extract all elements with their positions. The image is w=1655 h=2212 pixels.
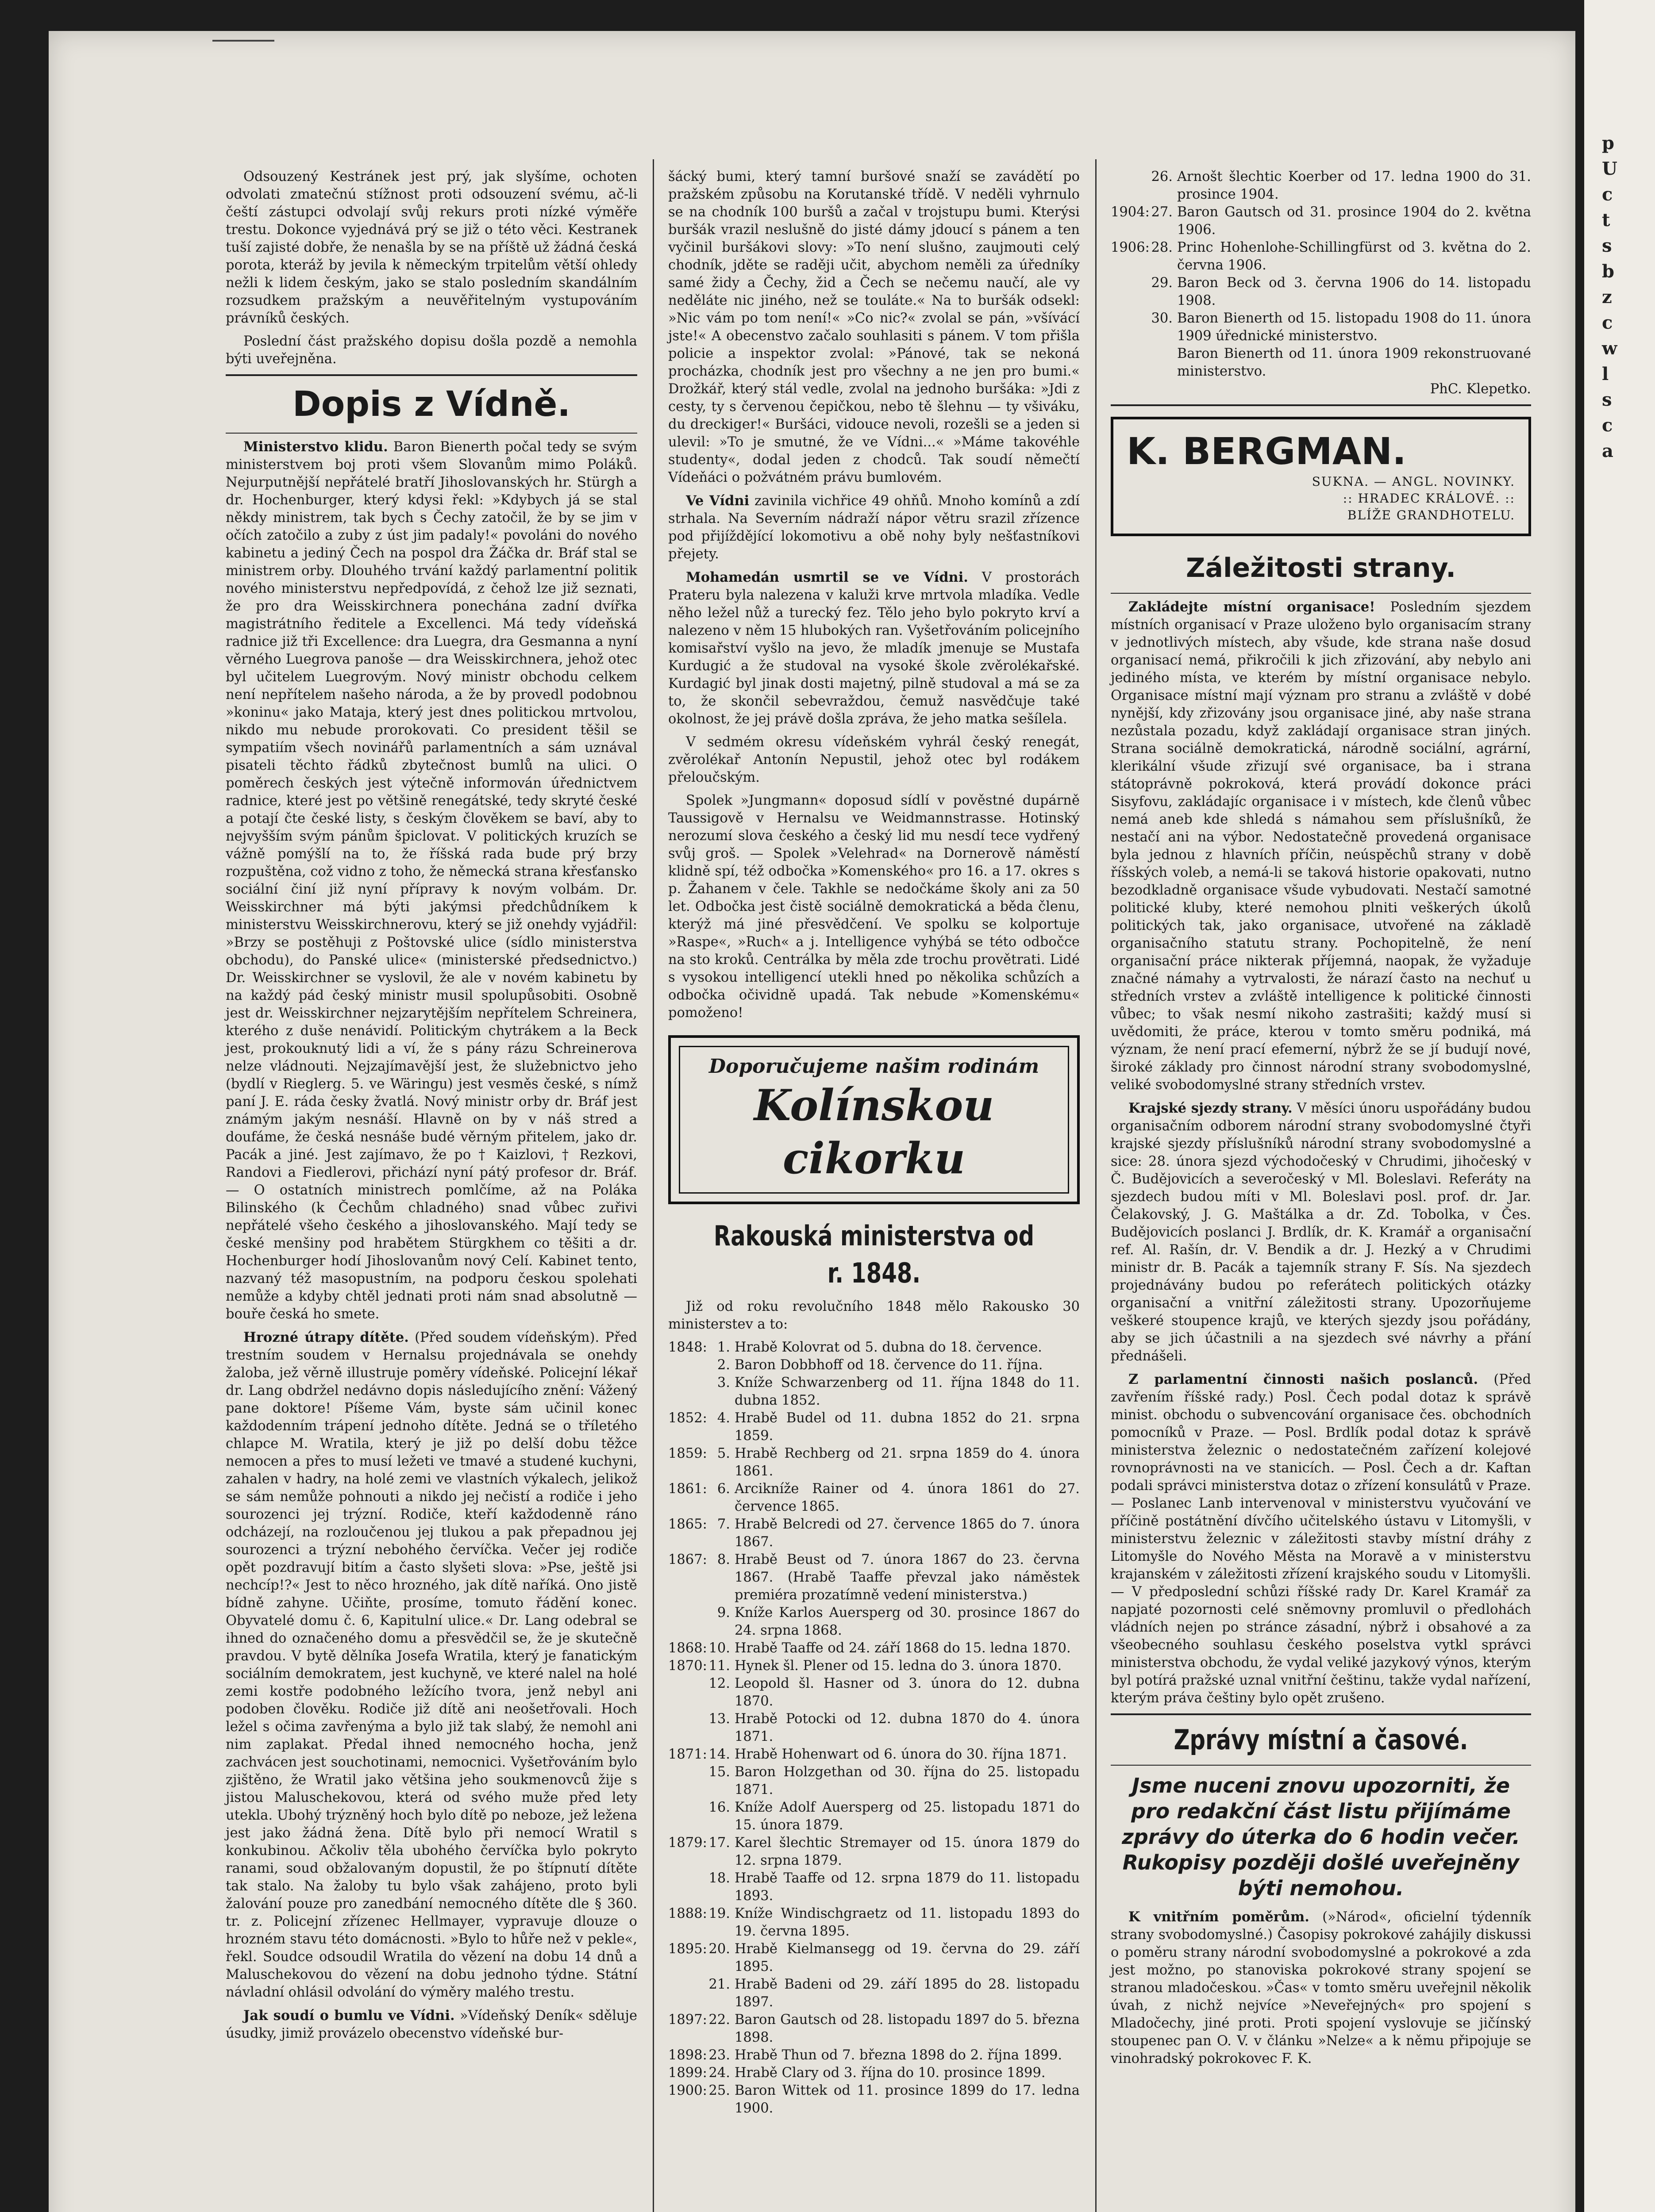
divider [1111,1765,1531,1766]
article-body: »Vídeňský Deník« sděluje úsudky, jimiž provázelo obecenstvo vídeňské bur- [226,2008,638,2041]
article-internal [1111,1908,1531,2068]
ministries-intro: Již od roku revolučního 1848 mělo Rakousko 30 ministerstev a to: [668,1299,1080,1332]
edge-letter: c [1602,415,1613,436]
ministry-entry [668,2011,1080,2047]
column-right [1111,168,1531,2073]
article-lead: Z parlamentní činnosti našich poslanců. [1128,1371,1478,1387]
ministry-text: Princ Hohenlohe-Schillingfürst od 3. května do 2. června 1906. [1177,240,1531,273]
ministry-number: 17. [708,1835,730,1851]
ministry-entry [668,1746,1080,1763]
corner-mark [212,40,274,64]
ministry-entry [668,1657,1080,1675]
ministry-entry [668,2064,1080,2082]
article-lead: Zakládejte místní organisace! [1128,599,1375,615]
ministry-year: 1879: [668,1835,707,1851]
article-lead: Krajské sjezdy strany. [1128,1100,1293,1116]
ministry-text: Kníže Adolf Auersperg od 25. listopadu 1871 do 15. února 1879. [735,1800,1080,1833]
ministry-number: 23. [708,2047,730,2063]
article-body: (»Národ«, oficielní týdenník strany svobodomyslné.) Časopisy pokrokové zahájily diskussi o poměru strany národní svobodomyslné a pokrokové a zda jest možno, po stanoviska pokrokové strany spojení se stranou mladočeskou. »Čas« v tomto směru uveřejnil několik úvah, z nichž nejvíce »Neveřejných« pro spojení s Mladočechy, jiné proti. Proti spojení vyslovuje se jičínský stoupenec pan O. V. v článku »Nelze« a k němu připojuje se vinohradský pokrokovec F. K. [1111,1909,1531,2066]
ministry-entry [668,1640,1080,1657]
ministry-entry [668,1604,1080,1640]
ministry-number: 28. [1151,240,1173,255]
ministry-text: Baron Dobbhoff od 18. července do 11. října. [735,1357,1043,1373]
ministry-text: Arcikníže Rainer od 4. února 1861 do 27. července 1865. [735,1481,1080,1514]
ad-bergman-line: :: HRADEC KRÁLOVÉ. :: [1343,491,1515,506]
ministry-year: 1899: [668,2065,707,2081]
ministry-year: 1861: [668,1481,707,1497]
heading-party-affairs: Záležitosti strany. [1185,553,1456,584]
ministry-entry [668,1799,1080,1834]
ministry-year: 1848: [668,1340,707,1355]
ministry-number: 21. [708,1977,730,1992]
ministry-number: 27. [1151,204,1173,220]
ministry-year: 1868: [668,1640,707,1656]
ministry-text: Hrabě Beust od 7. února 1867 do 23. června 1867. (Hrabě Taaffe převzal jako náměstek premiéra prozatímně vedení ministerstva.) [735,1552,1080,1603]
ministry-year [668,1976,708,2011]
article-congresses [1111,1099,1531,1365]
ministry-text: Karel šlechtic Stremayer od 15. února 1879 do 12. srpna 1879. [735,1835,1080,1868]
ministry-entry [1111,239,1531,274]
ministry-year: 1900: [668,2083,707,2098]
heading-local-news: Zprávy místní a časové. [1174,1724,1468,1756]
ministry-text: Hrabě Budel od 11. dubna 1852 do 21. srpna 1859. [735,1410,1080,1444]
ministry-year [668,1710,708,1746]
ministry-text: Hrabě Badeni od 29. září 1895 do 28. listopadu 1897. [735,1977,1080,2010]
ministry-entry [668,1551,1080,1604]
ministry-entry [668,1356,1080,1374]
article-renegat: V sedmém okresu vídeňském vyhrál český renegát, zvěrolékař Antonín Nepustil, jehož otec byl rodákem přeloučským. [668,734,1080,785]
edge-letter: U [1602,158,1617,179]
divider [1111,1713,1531,1715]
ministry-number: 15. [708,1764,730,1780]
article-lead: K vnitřním poměrům. [1128,1909,1309,1925]
advertisement-bergman [1111,417,1531,536]
ministry-entry [1111,345,1531,380]
article-jungmann: Spolek »Jungmann« doposud sídlí v pověstné dupárně Taussigově v Hernalsu ve Weidmannstrasse. Hotinský nerozumí slova českého a český lid mu nesdí tece vydřený svůj groš. — Spolek »Velehrad« na Dornerově náměstí klidně spí, též odbočka »Komenského« pro 16. a 17. okres s p. Žahanem v čele. Takhle se nedočkáme školy ani za 50 let. Odbočka jest čistě sociálně demokratická a běda členu, kterýž má jiné přesvědčení. Ve spolku se kolportuje »Raspe«, »Ruch« a j. Intelligence vyhýbá se této odbočce na sto kroků. Centrálka by měla zde trochu provětrati. Lidé s vysokou intelligencí utekli hned po několika schůzích a odbočka očividně upadá. Tak nebude »Komenskému« pomoženo! [668,793,1080,1021]
divider [226,433,637,434]
article-bumel [226,2007,637,2043]
ministry-entry [668,2047,1080,2064]
edge-letter: b [1602,261,1614,282]
ad-product: Kolínskou cikorku [754,1080,994,1183]
article-ministry [226,438,637,1323]
ministry-number: 25. [708,2083,730,2098]
ministry-text: Baron Holzgethan od 30. října do 25. listopadu 1871. [735,1764,1080,1797]
ministry-entry [668,1976,1080,2011]
editorial-notice: Jsme nuceni znovu upozorniti, že pro redakční část listu přijímáme zprávy do úterka do 6 hodin večer. Rukopisy později došlé uveřejněny býti nemohou. [1122,1774,1520,1900]
article-storm [668,492,1080,563]
ministry-text: Hrabě Belcredi od 27. července 1865 do 7. února 1867. [735,1517,1080,1550]
ministry-text: Baron Wittek od 11. prosince 1899 do 17. ledna 1900. [735,2083,1080,2116]
ministry-number: 29. [1151,275,1173,291]
ministry-number: 19. [708,1906,730,1921]
ministry-number: 16. [708,1800,730,1815]
ministries-list [668,1339,1080,2117]
ministry-entry [668,1445,1080,1480]
edge-letter: c [1602,184,1613,205]
ministry-text: Hrabě Kielmansegg od 19. června do 29. září 1895. [735,1941,1080,1974]
ministry-text: Baron Bienerth od 15. listopadu 1908 do 11. února 1909 úřednické ministerstvo. [1177,311,1531,344]
divider [1111,593,1531,594]
column-left [226,168,637,2048]
ministry-number: 4. [717,1410,730,1426]
edge-letter: c [1602,312,1613,333]
article-organisations [1111,598,1531,1094]
edge-letter: a [1602,441,1613,461]
ministry-number: 6. [717,1481,730,1497]
heading-letter-from-vienna: Dopis z Vídně. [292,384,571,424]
edge-letter: w [1602,338,1617,359]
ministry-year: 1870: [668,1658,707,1674]
ministry-number: 14. [708,1747,730,1762]
article-child [226,1329,637,2001]
edge-letter: l [1602,364,1609,384]
ministry-entry [668,1940,1080,1976]
ministry-text: Leopold šl. Hasner od 3. února do 12. dubna 1870. [735,1676,1080,1709]
ministry-number: 3. [717,1375,730,1390]
ministry-year: 1898: [668,2047,707,2063]
ministry-entry [1111,274,1531,310]
ministry-year: 1888: [668,1906,707,1921]
ministry-number: 20. [708,1941,730,1957]
article-mohamedan [668,568,1080,728]
edge-letter: z [1602,287,1612,307]
ministry-entry [668,1374,1080,1409]
column-rule-1 [653,159,654,2212]
article-parliament [1111,1371,1531,1707]
ministries-list-continued [1111,168,1531,380]
paragraph-kestranek: Odsouzený Kestránek jest prý, jak slyšíme, ochoten odvolati zmatečnú stížnost proti odsouzení svému, ač-li čeští zástupci odvolají svůj rekurs proti nízké výměře trestu. Dokonce vyjednává prý se již o této věci. Kestranek tuší zajisté dobře, že nenašla by se na příště už žádná česká porota, kteráž by jevila k německým trpitelům větší ohledy nežli k lidem českým, jako se stalo posledním skandálním rozsudkem pražským a neuvěřitelným vystupováním právníků českých. [226,169,637,326]
column-rule-2 [1095,159,1097,2212]
ministry-text: Hrabě Clary od 3. října do 10. prosince 1899. [735,2065,1046,2081]
advertisement-chicory [668,1035,1080,1204]
divider [226,374,637,376]
ad-bergman-name: K. BERGMAN. [1127,430,1407,473]
ministry-year [1111,168,1151,204]
ministry-year [668,1374,708,1409]
heading-ministries: Rakouská ministerstva od r. 1848. [713,1220,1035,1289]
ad-tagline: Doporučujeme našim rodinám [708,1055,1039,1078]
ministry-number: 11. [708,1658,730,1674]
ad-bergman-line: SUKNA. — ANGL. NOVINKY. [1312,474,1515,489]
ministry-number: 30. [1151,311,1173,326]
ministry-entry [668,1339,1080,1356]
ministry-number: 26. [1151,169,1173,184]
ministry-number: 7. [717,1517,730,1532]
divider [1111,404,1531,406]
edge-letter: t [1602,210,1610,230]
paragraph-editor-note: Poslední část pražského dopisu došla pozdě a nemohla býti uveřejněna. [226,334,637,367]
article-lead: Mohamedán usmrtil se ve Vídni. [686,569,968,585]
ministry-number: 22. [708,2012,730,2028]
ministry-entry [668,1710,1080,1746]
article-body: Posledním sjezdem místních organisací v Praze uloženo bylo organisacím strany v jednotlivých místech, aby všude, kde strana naše dosud organisací nemá, přikročili k jich zřizování, aby nebylo ani jediného místa, ve kterém by místní organisace nebylo. Organisace místní mají význam pro stranu a zvláště v dobé nynější, kdy zřizovány jsou organisace jiné, aby naše strana nezůstala pozadu, když zakládají organisace stran jiných. Strana sociálně demokratická, národně sociální, agrární, klerikální všude zřizují své organisace, ba i strana státoprávně pokroková, která provádí dokonce práci Sisyfovu, zakládajíc organisace i v místech, kde členů vůbec nemá aneb kde shledá s námahou sem příslušníků, že nestačí ani na výbor. Nedostatečně provedená organisace byla jednou z hlavních příčin, neúspěchů strany v době říšských voleb, a nemá-li se taková historie opakovati, nutno bezodkladně organisace všude vybudovati. Nestačí samotné politické kluby, které nemohou plniti veškerých úkolů politických tak, jako organisace, utvořené na základě organisačního statutu strany. Pochopitelně, že není organisační práce nikterak příjemná, naopak, že vyžaduje značné námahy a vytrvalosti, že nárazí často na nechuť u středních vrstev a zvláště intelligence k politické činnosti vůbec; to však nesmí nikoho zastrašiti; každý musí si uvědomiti, že práce, kterou v tomto směru podniká, má význam, že není prací efemerní, nýbrž že se jí budují nové, široké základy pro činnost národní strany svobodomyslné, veliké svobodomyslné strany středních vrstev. [1111,599,1531,1093]
ministry-year: 1897: [668,2012,707,2028]
ministry-text: Baron Bienerth od 11. února 1909 rekonstruované ministerstvo. [1177,346,1531,379]
ministry-entry [668,2082,1080,2117]
ministry-entry [668,1675,1080,1710]
article-body: V měsíci únoru uspořádány budou organisačním odborem národní strany svobodomyslné čtyři krajské sjezdy příslušníků národní strany svobodomyslné a sice: 28. února sjezd východočeský v Chrudimi, jihočeský v Č. Budějovicích a severočeský v Ml. Boleslavi. Referáty na sjezdech budou míti v Ml. Boleslavi posl. prof. dr. Jar. Čelakovský, J. G. Maštálka a dr. Zd. Tobolka, v Čes. Budějovicích poslanci J. Brdlík, dr. K. Kramář a organisační ref. Al. Rašín, dr. V. Bendik a dr. J. Hezký a v Chrudimi ministr dr. B. Pacák a tajemník strany F. Sís. Na sjezdech projednávány budou po referátech politických otázky organisační a vnitřní záležitosti strany. Upozorňujeme veškeré stoupence krajů, ve kterých sjezdy jsou pořádány, aby se jich účastnili a na sjezdech své návrhy a přání přednášeli. [1111,1101,1531,1364]
ministry-entry [668,1409,1080,1445]
adjacent-page-edge [1584,0,1655,2212]
ministry-year: 1867: [668,1552,707,1567]
ministry-year [668,1870,708,1905]
ministry-year [1111,274,1151,310]
ministry-number: 24. [708,2065,730,2081]
ministry-number [1151,345,1177,380]
ministry-year: 1865: [668,1517,707,1532]
ministry-number: 9. [717,1605,730,1621]
ministry-number: 2. [717,1357,730,1373]
ministry-entry [668,1516,1080,1551]
ministry-number: 13. [708,1711,730,1727]
ministry-number: 10. [708,1640,730,1656]
ministry-number: 18. [708,1870,730,1886]
article-lead: Jak soudí o bumlu ve Vídni. [243,2008,455,2024]
article-body: zavinila vichřice 49 ohňů. Mnoho komínů a zdí strhala. Na Severním nádraží nápor větru srazil zřízence pod přijíždějící lokomotivu a obě nohy byly nešťastníkovi přejety. [668,493,1080,562]
ministry-text: Kníže Schwarzenberg od 11. října 1848 do 11. dubna 1852. [735,1375,1080,1408]
ministry-text: Arnošt šlechtic Koerber od 17. ledna 1900 do 31. prosince 1904. [1177,169,1531,202]
ad-bergman-line: BLÍŽE GRANDHOTELU. [1347,508,1515,522]
ministry-text: Hrabě Kolovrat od 5. dubna do 18. července. [735,1340,1042,1355]
article-lead: Hrozné útrapy dítěte. [243,1329,409,1345]
ministry-year [1111,345,1151,380]
column-middle [668,168,1080,2117]
ministry-entry [668,1834,1080,1870]
edge-letter: s [1602,389,1612,410]
article-body: V prostorách Prateru byla nalezena v kaluži krve mrtvola mladíka. Vedle něho ležel nůž a turecký fez. Tělo jeho bylo pokryto krví a nalezeno v něm 15 hlubokých ran. Vyšetřováním policejního komisařství vyšlo na jevo, že mladík jmenuje se Mustafa Kurdugić a že studoval na vysoké škole zvěrolékařské. Kurdagić byl jinak dosti majetný, pilně studoval a má se za to, že skončil sebevraždou, čemuž nasvědčuje také okolnost, že jej právě došla zpráva, že jeho matka sešílela. [668,570,1080,727]
ministry-year: 1904: [1111,204,1150,220]
ministry-entry [668,1905,1080,1940]
ministry-year: 1871: [668,1747,707,1762]
ministry-text: Hrabě Taaffe od 12. srpna 1879 do 11. listopadu 1893. [735,1870,1080,1904]
ministry-text: Baron Gautsch od 28. listopadu 1897 do 5. března 1898. [735,2012,1080,2045]
ministry-text: Hrabě Taaffe od 24. září 1868 do 15. ledna 1870. [735,1640,1071,1656]
article-body: Baron Bienerth počal tedy se svým ministerstvem boj proti všem Slovanům mimo Poláků. Nejurputnější nepřátelé bratří Jihoslovanských hr. Stürgh a dr. Hochenburger, který kdysi řekl: »Kdybych já se stal někdy ministrem, tak bych s Čechy zatočil, že by se jim v očích zatočilo a zuby z úst jim padaly!« povoláni do nového kabinetu a jediný Čech na pospol dra Žáčka dr. Bráf stal se ministrem orby. Dlouhého trvání každý parlamentní politik nového ministerstvu nepředpovídá, z čehož lze již seznati, že pro dra Weisskirchnera ponechána zadní dvířka magistrátního ředitele a Excellenci. Má tedy vídeňská radnice již tři Excellence: dra Luegra, dra Gesmanna a nyní věrného Luegrova panoše — dra Weisskirchnera, jehož otec byl učitelem Luegrovým. Nový ministr obchodu celkem není nepřítelem našeho národa, a že by provedl podobnou »koninu« jako Mataja, který jest dnes politickou mrtvolou, nikdo mu nebude prorokovati. Co president těšil se sympatiím všech novinářů parlamentních a sám uznával pisateli těchto řádků zbytečnost bumlů na ulici. O poměrech českých jest výtečně informován úřednictvem radnice, které jest po většině renegátské, tedy skryté české a potají čte české listy, s českým člověkem se baví, aby to nejvyšším svým pánům špiclovat. V politických kruzích se vážně pomýšlí na to, že říšská rada bude prý brzy rozpuštěna, což vidno z toho, že německá strana křesťansko sociální činí již nyní přípravy k novým volbám. Dr. Weisskirchner má býti jakýmsi předchůdníkem k ministerstvu Weisskirchnerovu, který se již onehdy vyjádřil: »Brzy se postěhuji z Poštovské ulice (sídlo ministerstva obchodu), do Panské ulice« (ministerské předsednictvo.) Dr. Weisskirchner se vyslovil, že ale v novém kabinetu by na každý pád český ministr musil spolupůsobiti. Osobně jest dr. Weisskirchner nejzarytějším nepřítelem Schreinera, kterého z duše nenávidí. Politickým chytrákem a la Beck jest, prokouknutý lidi a ví, že s pány rázu Schreinerova nelze vládnouti. Nejzajímavější jest, že služebnictvo jeho (bydlí v Rieglerg. 5. ve Wäringu) jest vesměs české, s nímž paní J. E. ráda česky žvatlá. Nový ministr orby dr. Bráf jest známým jakým nesnáší. Hlavně on by v náš stred a doufáme, že česká nesnáše budé věrným přitelem, jako dr. Pacák a jiné. Jest zajímavo, že po † Kaizlovi, † Rezkovi, Randovi a Fiedlerovi, přichází nyní pátý profesor dr. Bráf. — O ostatních ministrech pomlčíme, až na Poláka Bilinského (k Čechům chladného) snad vůbec zuřivi nepřátelé všeho českého a jihoslovanského. Mají tedy se české menšiny pod hrabětem Stürgkhem co těšiti a dr. Hochenburger hodí Jihoslovanům nový Celí. Kabinet tento, nazvaný též masopustním, na podporu českou spolehati nemůže a kdyby chtěl jednati proti nám snad absolutně — bouře česká ho smete. [226,439,638,1322]
ministry-entry [1111,168,1531,204]
article-body: (Před zavřením říšské rady.) Posl. Čech podal dotaz k správě minist. obchodu o subvencování organisace čes. obchodních pomocníků v Praze. — Posl. Brdlík podal dotaz k správě ministerstva železnic o nedostatečném zařízení kolejové rovnoprávnosti na ve stanicích. — Posl. Čech a dr. Kaftan podali správci ministerstva dotaz o zřízení konsulátů v Praze. — Poslanec Lanb intervenoval v ministerstvu vyučování ve příčině postátnění dívčího učitelského ústavu v Litomyšli, v ministerstvu železnic v záležitosti stavby místní dráhy z Litomyšle do Nového Města na Moravě a v ministerstvu krajanském v záležitosti zřízení krajského soudu v Litomyšli. — V předposlední schůzi říšské rady Dr. Karel Kramář za napjaté pozornosti celé sněmovny promluvil o předlohách vládních nejen po stránce zásadní, nýbrž i obsahové a za všeobecného souhlasu českého poselstva vytkl správci ministerstva obchodu, že vydal veliké jazykový výnos, kterým byl potírá pražské uznal vnitřní češtinu, takže vydal nařízení, kterým práva češtiny bylo opět zrušeno. [1111,1372,1531,1706]
ministry-text: Hrabě Hohenwart od 6. února do 30. října 1871. [735,1747,1067,1762]
ministry-year [668,1356,708,1374]
ministry-text: Baron Gautsch od 31. prosince 1904 do 2. května 1906. [1177,204,1531,238]
ministry-entry [1111,204,1531,239]
edge-letter: s [1602,235,1612,256]
ministry-year: 1859: [668,1446,707,1461]
article-lead: Ministerstvo klidu. [243,439,388,455]
ministry-text: Hrabě Potocki od 12. dubna 1870 do 4. února 1871. [735,1711,1080,1744]
ministry-text: Baron Beck od 3. června 1906 do 14. listopadu 1908. [1177,275,1531,308]
ministry-number: 5. [717,1446,730,1461]
ministry-number: 12. [708,1676,730,1691]
article-lead: Ve Vídni [686,493,750,509]
ministry-year [1111,310,1151,345]
ministry-entry [1111,310,1531,345]
edge-letter: p [1602,133,1614,154]
ministry-year: 1852: [668,1410,707,1426]
ministry-text: Kníže Windischgraetz od 11. listopadu 1893 do 19. června 1895. [735,1906,1080,1939]
ministry-year: 1906: [1111,240,1150,255]
ministry-year [668,1799,708,1834]
ministry-year [668,1763,708,1799]
ministry-entry [668,1480,1080,1516]
ministry-number: 8. [717,1552,730,1567]
ministry-number: 1. [717,1340,730,1355]
ministry-entry [668,1870,1080,1905]
ministry-year [668,1675,708,1710]
ministry-text: Kníže Karlos Auersperg od 30. prosince 1867 do 24. srpna 1868. [735,1605,1080,1638]
ministry-text: Hrabě Thun od 7. března 1898 do 2. října 1899. [735,2047,1062,2063]
signature: PhC. Klepetko. [1430,381,1531,397]
ministry-text: Hynek šl. Plener od 15. ledna do 3. února 1870. [735,1658,1062,1674]
ministry-year: 1895: [668,1941,707,1957]
ministry-entry [668,1763,1080,1799]
ministry-text: Hrabě Rechberg od 21. srpna 1859 do 4. února 1861. [735,1446,1080,1479]
article-bumel-cont: šácký bumi, který tamní buršové snaží se zavádětí po pražském způsobu na Korutanské třídě. V neděli vyhrnulo se na chodník 100 buršů a začal v trojstupu bumi. Kterýsi buršák vrazil neslušně do jisté dámy jdoucí s pánem a ten vyčinil buršákovi slovy: »To není slušno, zaujmouti celý chodník, jděte se raději učit, abychom neměli za úředníky samé židy a Čechy, žid a Čech se nečemu naučí, ale vy neděláte nic jiného, než se touláte.« Na to buršák odsekl: »Nic vám po tom není!« »Co nic?« zvolal se pán, »všívácí jste!« A obecenstvo začalo souhlasiti s pánem. V tom přišla policie a inspektor zvolal: »Pánové, tak se nekoná procházka, chodník jest pro všechny a ne jen pro bumi.« Drožkář, který stál vedle, zvolal na jednoho buršáka: »Jdi z cesty, ty s červenou čepičkou, nebo tě šlehnu — ty všiváku, du dreckiger!« Buršáci, vidouce nevoli, rozešli se a jeden si ulevil: »To je smutné, že ve Vídni...« »Máme takovéhle studenty«, dodal jeden z chodců. Tak soudí němečtí Vídeňáci o požvátném právu bumlovém. [668,169,1080,485]
article-body: (Před soudem vídeňským). Před trestním soudem v Hernalsu projednávala se onehdy žaloba, jež věrně illustruje poměry vídeňské. Policejní lékař dr. Lang obdržel nedávno dopis následujícího znění: Vážený pane doktore! Píšeme Vám, byste sám učinil konec každodenním trápení jednoho dítěte. Jedná se o tříletého chlapce M. Wratila, který je již po delší dobu těžce nemocen a přes to musí ležeti ve tmavé a studené kuchyni, zahalen v hadry, na holé zemi ve vlastních výkalech, jelikož se sám nemůže pohnouti a nikdo jej nečistí a rodiče i jeho sourozenci jej trýzní. Rodiče, kteří každodenně ráno odcházejí, na rozloučenou jej tlukou a pak přepadnou jej sourozenci a trýzní nebohého červíčka. Večer jej rodiče opět pozdravují bitím a často slyšeti slova: »Pse, ještě jsi nechcíp!?« Jest to něco hrozného, jak dítě naříká. Ono jistě bídně zahyne. Učiňte, prosíme, tomuto řádění konec. Obyvatelé domu č. 6, Kapitulní ulice.« Dr. Lang odebral se ihned do označeného domu a přesvědčil se, že je skutečně pravdou. V bytě dělníka Josefa Wratila, který je fanatickým sociálním demokratem, jest kuchyně, ve které nalel na holé zemi kostře podobného ležícího tvora, jenž nebyl ani podoben člověku. Rodiče již dítě ani neošetřovali. Hoch ležel s očima zavřenýma a bylo již tak slabý, že nemohl ani nim zaplakat. Předal ihned nemocného hocha, jenž zachvácen jest souchotinami, nemocnici. Vyšetřováním bylo zjištěno, že Wratil jako většina jeho soukmenovců žije s jistou Maluschekovou, která od svého muže před lety utekla. Ubohý trýzněný hoch bylo dítě po neboze, jež ležena jest jako žádná žena. Dítě bylo při nemocí Wratil s konkubinou. Ačkoliv těla ubohého červíčka bylo pokryto ranami, soud obžalovaným dopustil, že po štípnutí dítěte tak stalo. Na žaloby tu bylo však zahájeno, proto byli žalování pouze pro zanedbání nemocného dítěte dle § 360. tr. z. Policejní zřízenec Hellmayer, vypravuje dlouze o hrozném stavu této domácnosti. »Bylo to hůře než v pekle«, řekl. Soudce odsoudil Wratila do vězení na dobu 14 dnů a Maluschekovou do vězení na dobu jednoho týdne. Státní návladní ohlásil odvolání do výměry malého trestu. [226,1330,638,2000]
ministry-year [668,1604,708,1640]
